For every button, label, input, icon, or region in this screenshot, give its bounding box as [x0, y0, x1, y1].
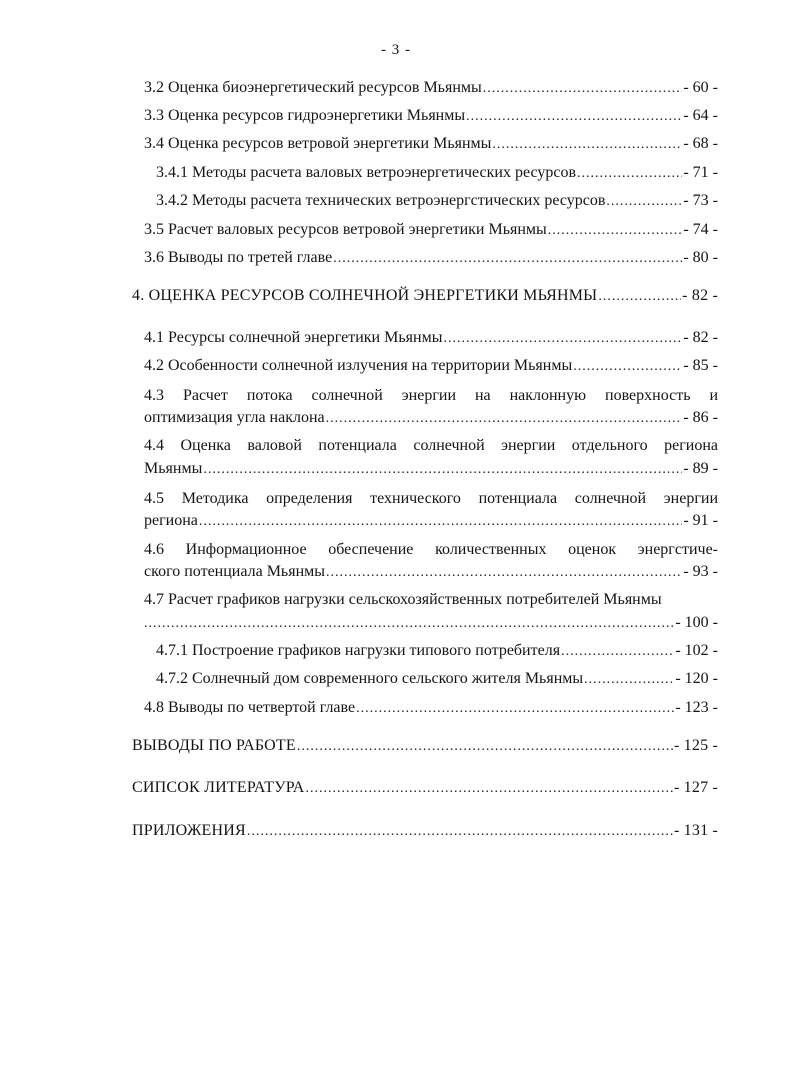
- toc-entry-title: 3.6 Выводы по третей главе: [144, 249, 333, 266]
- toc-entry-page: - 60 -: [683, 79, 718, 96]
- toc-entry-title: 4.7.1 Построение графиков нагрузки типового потребителя: [156, 642, 561, 659]
- toc-entry-4-7-1[interactable]: [156, 641, 718, 662]
- toc-entry-title: 4.7.2 Солнечный дом современного сельского жителя Мьянмы: [156, 670, 584, 687]
- toc-entry-3-3[interactable]: [144, 106, 718, 127]
- toc-leader-dots: [326, 563, 682, 583]
- toc-entry-title-line2: оптимизация угла наклона: [144, 409, 325, 426]
- toc-entry-title: 3.5 Расчет валовых ресурсов ветровой энергетики Мьянмы: [144, 221, 547, 238]
- toc-entry-4-7-2[interactable]: [156, 669, 718, 690]
- toc-entry-title: ПРИЛОЖЕНИЯ: [132, 822, 246, 839]
- toc-entry-title: 4.2 Особенности солнечной излучения на территории Мьянмы: [144, 357, 573, 374]
- toc-entry-page: - 82 -: [682, 287, 718, 304]
- toc-leader-dots: [598, 287, 681, 307]
- toc-leader-dots: [203, 460, 682, 480]
- toc-leader-dots: [443, 329, 682, 349]
- toc-entry-line2: [144, 613, 718, 634]
- toc-entry-title: 4.8 Выводы по четвертой главе: [144, 699, 356, 716]
- toc-entry-page: - 86 -: [683, 409, 718, 426]
- toc-entry-title-line1: 4.5 Методика определения технического потенциала солнечной энергии: [144, 490, 718, 507]
- toc-entry-title-line1: [144, 590, 718, 610]
- toc-chapter-4[interactable]: [132, 286, 718, 307]
- toc-leader-dots: [561, 642, 674, 662]
- toc-entry-title-line1: 4.3 Расчет потока солнечной энергии на наклонную поверхность и: [144, 387, 718, 404]
- toc-entry-page: - 71 -: [683, 164, 718, 181]
- toc-entry-title-line1: 4.4 Оценка валовой потенциала солнечной энергии отдельного региона: [144, 437, 718, 454]
- toc-entry-line2: [144, 562, 718, 583]
- toc-leader-dots: [144, 614, 674, 634]
- toc-entry-title: 3.3 Оценка ресурсов гидроэнергетики Мьянмы: [144, 107, 466, 124]
- toc-leader-dots: [247, 822, 673, 842]
- page-number: - 3 -: [381, 42, 411, 58]
- toc-entry-title-line2: Мьянмы: [144, 460, 203, 477]
- toc-entry-page: - 68 -: [683, 135, 718, 152]
- toc-entry-title: 3.4.1 Методы расчета валовых ветроэнергетических ресурсов: [156, 164, 577, 181]
- toc-entry-title: 4. ОЦЕНКА РЕСУРСОВ СОЛНЕЧНОЙ ЭНЕРГЕТИКИ МЬЯНМЫ: [132, 287, 598, 304]
- toc-entry-3-4[interactable]: [144, 134, 718, 155]
- toc-entry-line2: [144, 511, 718, 532]
- toc-entry-page: - 127 -: [673, 779, 718, 796]
- toc-entry-4-1[interactable]: [144, 328, 718, 349]
- toc-entry-title: СИПСОК ЛИТЕРАТУРА: [132, 779, 305, 796]
- toc-leader-dots: [466, 107, 682, 127]
- toc-entry-page: - 73 -: [683, 192, 718, 209]
- toc-leader-dots: [199, 512, 682, 532]
- toc-entry-page: - 100 -: [675, 614, 718, 631]
- toc-entry-page: - 120 -: [675, 670, 718, 687]
- toc-entry-title: 4.7 Расчет графиков нагрузки сельскохозяйственных потребителей Мьянмы: [144, 591, 662, 608]
- toc-entry-page: - 82 -: [683, 329, 718, 346]
- toc-entry-line2: [144, 408, 718, 429]
- toc-leader-dots: [326, 409, 683, 429]
- toc-entry-page: - 102 -: [675, 642, 718, 659]
- toc-leader-dots: [548, 221, 683, 241]
- toc-references[interactable]: [132, 778, 718, 799]
- toc-entry-4-8[interactable]: [144, 698, 718, 719]
- toc-entry-title-line2: региона: [144, 512, 198, 529]
- toc-entry-page: - 85 -: [683, 357, 718, 374]
- toc-entry-page: - 80 -: [683, 249, 718, 266]
- toc-entry-title: 3.2 Оценка биоэнергетический ресурсов Мьянмы: [144, 79, 482, 96]
- toc-entry-page: - 131 -: [673, 822, 718, 839]
- toc-entry-line2: [144, 459, 718, 480]
- toc-entry-page: - 89 -: [683, 460, 718, 477]
- toc-leader-dots: [483, 79, 683, 99]
- toc-leader-dots: [577, 164, 682, 184]
- toc-leader-dots: [356, 699, 674, 719]
- toc-entry-title-line1: 4.6 Информационное обеспечение количественных оценок энергстиче-: [144, 541, 718, 558]
- toc-entry-title: 3.4 Оценка ресурсов ветровой энергетики Мьянмы: [144, 135, 492, 152]
- toc-leader-dots: [306, 779, 673, 799]
- toc-entry-page: - 64 -: [683, 107, 718, 124]
- toc-entry-page: - 74 -: [683, 221, 718, 238]
- toc-leader-dots: [297, 737, 673, 757]
- toc-entry-4-2[interactable]: [144, 356, 718, 377]
- toc-entry-3-5[interactable]: [144, 220, 718, 241]
- toc-leader-dots: [584, 670, 674, 690]
- toc-entry-3-4-2[interactable]: [156, 191, 718, 212]
- toc-conclusions[interactable]: [132, 736, 718, 757]
- toc-appendices[interactable]: [132, 821, 718, 842]
- toc-entry-title-line2: ского потенциала Мьянмы: [144, 563, 326, 580]
- toc-entry-page: - 123 -: [675, 699, 718, 716]
- toc-entry-3-4-1[interactable]: [156, 163, 718, 184]
- toc-leader-dots: [492, 135, 682, 155]
- toc-entry-page: - 91 -: [683, 512, 718, 529]
- toc-entry-title: ВЫВОДЫ ПО РАБОТЕ: [132, 737, 296, 754]
- toc-leader-dots: [606, 192, 682, 212]
- toc-leader-dots: [333, 249, 682, 269]
- toc-entry-3-6[interactable]: [144, 248, 718, 269]
- toc-entry-3-2[interactable]: [144, 78, 718, 99]
- toc-entry-title: 4.1 Ресурсы солнечной энергетики Мьянмы: [144, 329, 443, 346]
- toc-entry-page: - 125 -: [673, 737, 718, 754]
- toc-entry-title: 3.4.2 Методы расчета технических ветроэнергстических ресурсов: [156, 192, 606, 209]
- toc-leader-dots: [573, 357, 682, 377]
- toc-entry-page: - 93 -: [683, 563, 718, 580]
